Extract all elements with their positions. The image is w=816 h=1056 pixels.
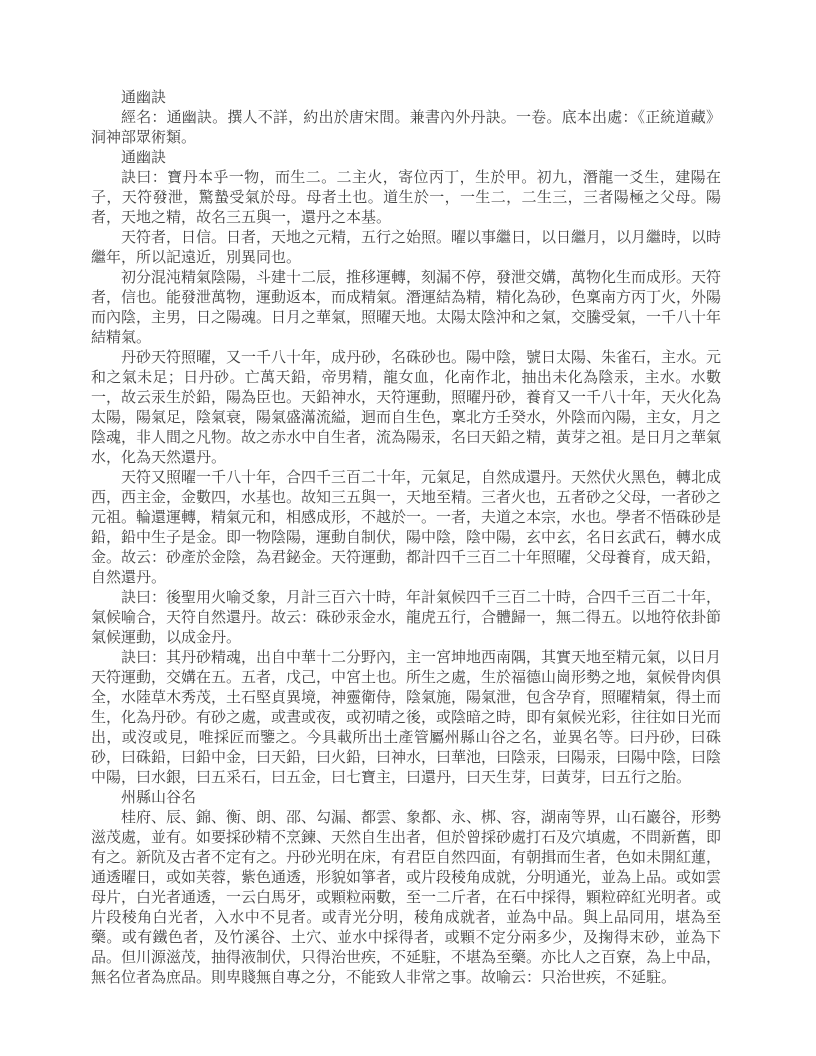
paragraph: 天符又照曜一千八十年，合四千三百二十年，元氣足，自然成還丹。天然伏火黑色，轉北成西，西主金，金數四，水基也。故知三五與一，天地至精。三者火也，五者砂之父母，一者砂之元祖。輪還運轉，精氣元和，相感成形，不越於一。一者，夫道之本宗，水也。學者不悟硃砂是鉛，鉛中生子是金。即一物陰陽，運動自制伏，陽中陰，陰中陽，玄中玄，名日玄武石，轉水成金。故云：砂產於金陰，為君鉍金。天符運動，都計四千三百二十年照曜，父母養育，成天鉛，自然還丹。 bbox=[91, 470, 722, 586]
paragraph: 通幽訣 bbox=[121, 150, 167, 166]
text-block bbox=[91, 88, 721, 988]
paragraph: 通幽訣 bbox=[121, 90, 167, 106]
paragraph: 丹砂天符照曜，又一千八十年，成丹砂，名硃砂也。陽中陰，號日太陽、朱雀石，主水。元和之氣未足；日丹砂。亡萬天鉛，帝男精，龍女血，化南作北，抽出未化為陰汞，主水。水數一，故云汞生於鉛，陽為臣也。天鉛神水，天符運動，照曜丹砂，養育又一千八十年，天火化為太陽，陽氣足，陰氣衰，陽氣盛滿流縊，迴而自生色，稟北方壬癸水，外陰而內陽，主女，月之陰魂，非人間之凡物。故之赤水中自生者，流為陽汞，名曰天鉛之精，黃芽之祖。是日月之華氣水，化為天然還丹。 bbox=[91, 350, 722, 466]
paragraph: 訣曰：其丹砂精魂，出自中華十二分野內，主一宮坤地西南隅，其實天地至精元氣，以日月天符運動，交媾在五。五者，戊己，中宮土也。所生之處，生於福德山崗形勢之地，氣候骨肉俱全，水陸草木秀茂，土石堅貞異境，神靈衛侍，陰氣施，陽氣泄，包含孕育，照曜精氣，得土而生，化為丹砂。有砂之處，或晝或夜，或初晴之後，或陰暗之時，即有氣候光彩，往往如日光而出，或沒或見，唯採匠而鑒之。今具載所出土產管屬州縣山谷之名，並異名等。曰丹砂，曰硃砂，曰硃鉛，曰鉛中金，曰天鉛，曰火鉛，曰神水，曰華池，曰陰汞，曰陽汞，曰陽中陰，曰陰中陽，曰水銀，曰五采石，曰五金，曰七寶主，曰還丹，曰天生芽，曰黃芽，曰五行之胎。 bbox=[91, 650, 722, 786]
paragraph: 州縣山谷名 bbox=[121, 790, 197, 806]
paragraph: 天符者，日信。日者，天地之元精，五行之始照。曜以事繼日，以日繼月，以月繼時，以時繼年，所以記遠近，別異同也。 bbox=[91, 230, 722, 266]
paragraph: 訣曰：寶丹本乎一物，而生二。二主火，寄位丙丁，生於甲。初九，潛龍一爻生，建陽在子，天符發泄，驚蟄受氣於母。母者土也。道生於一，一生二，二生三，三者陽極之父母。陽者，天地之精，故名三五與一，還丹之本基。 bbox=[91, 170, 721, 226]
paragraph: 經名：通幽訣。撰人不詳，約出於唐宋間。兼書內外丹訣。一卷。底本出處：《正統道藏》洞神部眾術類。 bbox=[91, 110, 721, 146]
paragraph: 桂府、辰、錦、衡、朗、邵、勾漏、都雲、象都、永、梆、容，湖南等界，山石巖谷，形勢滋茂處，並有。如要採砂精不烹鍊、天然自生出者，但於曾採砂處打石及穴填處，不問新舊，即有之。新阬及古者不定有之。丹砂光明在床，有君臣自然四面，有朝揖而生者，色如未開紅蓮，通透曜日，或如芙蓉，紫色通透，形貌如箏者，或片段稜角成就，分明通光，並為上品。或如雲母片，白光者通透，一云白馬牙，或顆粒兩數，至一二斤者，在石中採得，顆粒碎紅光明者。或片段稜角白光者，入水中不見者。或青光分明，稜角成就者，並為中品。與上品同用，堪為至藥。或有鐵色者，及竹溪谷、土穴、並水中採得者，或顆不定分兩多少，及掬得末砂，並為下品。但川源滋茂，抽得液制伏，只得治世疾，不延駐，不堪為至藥。亦比人之百寮，為上中品，無名位者為庶品。則卑賤無自專之分，不能致人非常之事。故喻云：只治世疾，不延駐。 bbox=[91, 810, 722, 986]
paragraph: 訣曰：後聖用火喻爻象，月計三百六十時，年計氣候四千三百二十時，合四千三百二十年，氣候喻合，天符自然還丹。故云：硃砂汞金水，龍虎五行，合體歸一，無二得五。以地符依卦節氣候運動，以成金丹。 bbox=[91, 590, 722, 646]
paragraph: 初分混沌精氣陰陽，斗建十二辰，推移運轉，刻漏不停，發泄交媾，萬物化生而成形。天符者，信也。能發泄萬物，運動返本，而成精氣。潛運結為精，精化為砂，色稟南方丙丁火，外陽而內陰，主男，日之陽魂。日月之華氣，照曜天地。太陽太陰沖和之氣，交騰受氣，一千八十年結精氣。 bbox=[91, 270, 722, 346]
